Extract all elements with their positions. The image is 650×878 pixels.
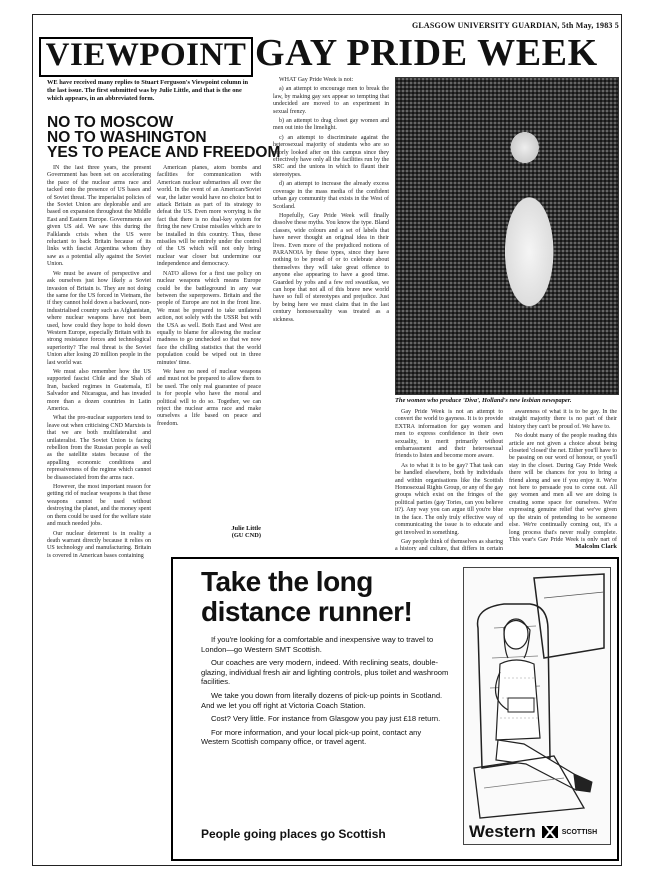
coach-passenger-illustration bbox=[463, 567, 611, 845]
viewpoint-intro: WE have received many replies to Stuart Ferguson's Viewpoint column in the last issue. The first submitted was by Julie Little, and that is the one which appears, in an abbreviated form. bbox=[47, 79, 249, 102]
lesbian-newspaper-photo bbox=[395, 77, 617, 393]
headline-line: NO TO MOSCOW bbox=[47, 114, 174, 131]
viewpoint-signature bbox=[157, 525, 261, 539]
paragraph: As to what it is to be gay? That task can be handled elsewhere, both by individuals and within organisations like the Scottish Homosexual Rights Group, or any of the gay groups which exist on the fringes of the political parties (gay Tories, can you believe it?). Any way you can argue till you're blue in the face. The only truly effective way of communicating the issue is to educate and get involved in something. bbox=[395, 462, 503, 536]
ad-paragraph: We take you down from literally dozens of pick-up points in Scotland. And we let you off right at Victoria Coach Station. bbox=[201, 690, 443, 710]
viewpoint-headline bbox=[47, 115, 297, 160]
paragraph: WHAT Gay Pride Week is not: bbox=[279, 77, 354, 83]
photo-caption: The women who produce 'Diva', Holland's new lesbian newspaper. bbox=[395, 397, 572, 404]
paragraph: We must also remember how the US supported fascist Chile and the Shah of Iran, backed regimes in Guatemala, El Salvador and Nicaragua, and has invaded more than a dozen countries in Latin America. bbox=[47, 368, 151, 412]
gay-pride-signature: Malcolm Clark bbox=[575, 543, 617, 550]
gay-pride-headline: GAY PRIDE WEEK bbox=[255, 32, 598, 74]
viewpoint-column-1 bbox=[47, 165, 151, 855]
signature-org: (GU CND) bbox=[231, 532, 261, 539]
headline-line: NO TO WASHINGTON bbox=[47, 129, 207, 146]
paragraph: Our nuclear deterrent is in reality a death warrant directly because it relies on US technology and manufacturing. Britain is covered in American bases containing bbox=[47, 530, 151, 559]
paragraph: Gay people think of themselves as sharing a history and culture, that differs in certain bbox=[395, 538, 503, 551]
western-scottish-advert bbox=[171, 557, 619, 861]
ad-title-line: Take the long bbox=[201, 566, 373, 597]
viewpoint-column-2 bbox=[157, 165, 261, 521]
paragraph: American planes, atom bombs and facilities for communication with American nuclear submarines all over the world. In the event of an American/Soviet war, the latter would have no choice but to attack Britain as part of its strategy to defeat the US. Even more worrying is the fact that there is no dual-key system for firing the new Cruise missiles which are to be installed in this country. Thus, these missiles will be entirely under the control of the US which will not only bring nuclear war closer but undermine our independence and democracy. bbox=[157, 165, 261, 268]
ad-title bbox=[201, 567, 451, 627]
paragraph: b) an attempt to drag closet gay women and men out into the limelight. bbox=[273, 118, 389, 132]
page-header: GLASGOW UNIVERSITY GUARDIAN, 5th May, 1983 5 bbox=[411, 21, 619, 30]
paragraph: Hopefully, Gay Pride Week will finally dissolve these myths. You know the type. Bland classes, wide colours and a set of labels that have never thought an original idea in their lives. Even more of the prejudiced notions of PARANOIA by these types, since they have nothing to be proud of or to celebrate about themselves they will take great offence to anyone else appearing to have a good time. Guarded by yobs and a few red swastikas, we can hope that not all of this brave new world have so full of stereotypes and prejudice. Just by being here we must claim that in the last century homosexuality was treated as a sickness. bbox=[273, 212, 389, 323]
saltire-icon bbox=[542, 826, 558, 838]
headline-line: YES TO PEACE AND FREEDOM bbox=[47, 144, 281, 161]
paragraph: d) an attempt to increase the already excess coverage in the mass media of the confident urban gay community that exists in the West of Scotland. bbox=[273, 181, 389, 210]
paragraph: No doubt many of the people reading this article are not given a choice about being closeted 'closed' the net. Either you'll have to be passing on our word of honour, or you'll stay in the closet. During Gay Pride Week there will be chances for you to bring a friend along and see if you enjoy it. We're not here to persuade you to come out. All gay women and men all we are doing is creating some space for ourselves. We're expressing genuine relief that we've given up the strain of pretending to be someone else. We're continually coming out, it's a long process that's never really complete. This year's Gay Pride Week is only part of bbox=[509, 433, 617, 541]
paragraph: NATO allows for a first use policy on nuclear weapons which means Europe could be the battleground in any war between the superpowers. Britain and the people of Europe are not in the front line. We must be prepared to take unilateral action, not solely with the USSR but with the USA as well. Both East and West are equally to blame for allowing the nuclear madness to go unchecked so that we now face the chilling statistics that the world population could be wiped out in three minutes' time. bbox=[157, 270, 261, 366]
newspaper-page bbox=[32, 14, 622, 866]
halftone-photo-image bbox=[395, 77, 619, 395]
paragraph: a) an attempt to encourage men to break the law, by making gay sex appear so tempting that undecided are moved to an experiment in sexual frenzy. bbox=[273, 86, 389, 115]
paragraph: awareness of what it is to be gay. In the straight majority there is no part of their history they can't be proud of. We have to. bbox=[509, 409, 617, 430]
ad-title-line: distance runner! bbox=[201, 596, 413, 627]
gay-pride-column-1 bbox=[273, 77, 389, 553]
paragraph: c) an attempt to discriminate against the heterosexual majority of students who are so poorly looked after on this campus since they effectively have only all the facilities run by the SRC and the unions in which to flaunt their stereotypes. bbox=[273, 134, 389, 178]
paragraph: However, the most important reason for getting rid of nuclear weapons is that these weapons cannot be used without destroying the planet, and the money spent on them could be used for the welfare state and much needed jobs. bbox=[47, 484, 151, 528]
ad-paragraph: If you're looking for a comfortable and inexpensive way to travel to London—go Western SMT Scottish. bbox=[201, 635, 434, 654]
paragraph: Gay Pride Week is not an attempt to convert the world to gayness. It is to provide EXTRA information for gay women and men to express confidence in their own sexuality, to merit primarily without embarrassment and their heterosexual friends to listen and become more aware. bbox=[395, 409, 503, 460]
gay-pride-column-3 bbox=[509, 409, 617, 541]
paragraph: What the pro-nuclear supporters tend to leave out when criticising CND Marxists is that we are both multilateralist and unilateralist. The Soviet Union is facing rebellion from the Russian people as well as the satellite states because of the appalling economic conditions and repressiveness of the regime which cannot be disassociated from the arms race. bbox=[47, 415, 151, 481]
paragraph: We have no need of nuclear weapons and must not be prepared to allow them to be used. The only real guarantee of peace is for people who have the moral and political will to do so. Together, we can reject the nuclear arms race and make ourselves a life based on peace and freedom. bbox=[157, 368, 261, 427]
gay-pride-column-2 bbox=[395, 409, 503, 551]
ad-paragraph: Cost? Very little. For instance from Glasgow you pay just £18 return. bbox=[211, 714, 441, 724]
woman-in-coach-seat-drawing bbox=[464, 568, 610, 844]
ad-slogan: People going places go Scottish bbox=[201, 827, 386, 841]
ad-body bbox=[201, 635, 451, 751]
brand-subname: SCOTTISH bbox=[561, 828, 598, 836]
paragraph: IN the last three years, the present Government has been set on accelerating the pace of the nuclear arms race and tacked onto the presence of US bases and of Soviet threat. The imperialist policies of the Soviet Union are deplorable and are based on expansion throughout the Middle East and Eastern Europe. Governments are given US aid. We saw this during the Falklands crisis when the US were reluctant to back Britain because of its links with fascist Argentina whom they saw as a potential ally against the Soviet Union. bbox=[47, 165, 151, 268]
viewpoint-title: VIEWPOINT bbox=[45, 37, 247, 73]
signature-name: Julie Little bbox=[231, 525, 261, 532]
ad-paragraph: For more information, and your local pick-up point, contact any Western Scottish company office, or travel agent. bbox=[201, 727, 422, 747]
brand-name: Western bbox=[469, 822, 536, 841]
western-scottish-logo bbox=[469, 821, 609, 843]
paragraph: We must be aware of perspective and ask ourselves just how likely a Soviet invasion of Britain is. They are not doing the same for the US forced in Vietnam, the if they cannot hold down a backward, non-industrialised country such as Afghanistan, where nuclear weapons have not been used, how could they hope to hold down Western Europe, especially Britain with its strong resistance forces and technological superiority? The real threat is the Soviet Union after losing 20 million people in the last world war. bbox=[47, 270, 151, 366]
viewpoint-masthead bbox=[39, 37, 253, 77]
ad-paragraph: Our coaches are very modern, indeed. With reclining seats, double-glazing, individual fresh air and lighting controls, plus toilet and washroom facilities. bbox=[201, 658, 449, 687]
